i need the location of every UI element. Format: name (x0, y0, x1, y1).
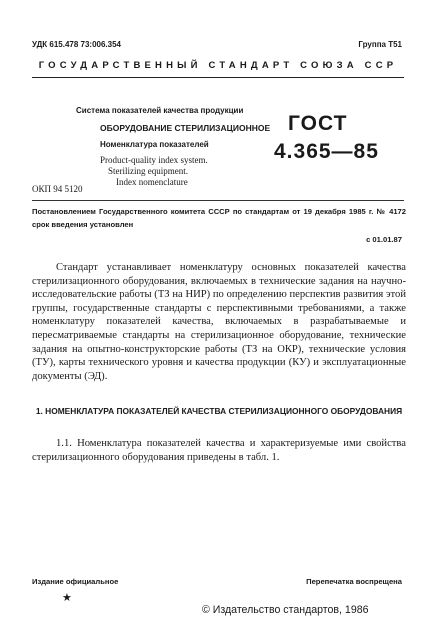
copyright-line: © Издательство стандартов, 1986 (202, 604, 369, 616)
english-title-line: Sterilizing equipment. (108, 166, 188, 176)
english-title (100, 155, 208, 188)
english-title-line: Index nomenclature (116, 177, 188, 187)
gost-label: ГОСТ (288, 112, 348, 135)
english-title-line: Product-quality index system. (100, 155, 208, 165)
udk-code: УДК 615.478 73:006.354 (32, 40, 121, 49)
section-heading: 1. НОМЕНКЛАТУРА ПОКАЗАТЕЛЕЙ КАЧЕСТВА СТЕРИЛИЗАЦИОННОГО ОБОРУДОВАНИЯ (35, 406, 403, 416)
edition-note: Издание официальное (32, 577, 119, 586)
decree-text: Постановлением Государственного комитета СССР по стандартам от 19 декабря 1985 г. № 4172 срок введения установлен (32, 207, 406, 229)
effective-date: с 01.01.87 (366, 235, 402, 244)
group-code: Группа Т51 (358, 40, 402, 49)
system-title: Система показателей качества продукции (76, 106, 244, 115)
body-paragraph: Стандарт устанавливает номенклатуру основных показателей качества стерилизационного оборудования, включаемых в технические задания на научно-исследовательские работы (ТЗ на НИР) по определению перспектив развития этой группы, государственные стандарты с перспективными требованиями, а также номенклатуру показателей качества, включаемых в разрабатываемые и пересматриваемые стандарты на стерилизационное оборудование, технические задания на опытно-конструкторские работы (ТЗ на ОКР), технические условия (ТУ), карты технического уровня и качества продукции (КУ) и эксплуатационные документы (ЭД). (32, 262, 406, 382)
gost-number: 4.365—85 (274, 140, 379, 163)
okp-code: ОКП 94 5120 (32, 184, 83, 194)
star-icon: ★ (62, 592, 72, 604)
equipment-title: ОБОРУДОВАНИЕ СТЕРИЛИЗАЦИОННОЕ (100, 123, 271, 133)
nomenclature-title: Номенклатура показателей (100, 140, 209, 149)
divider (32, 200, 404, 201)
clause-paragraph: 1.1. Номенклатура показателей качества и характеризуемые ими свойства стерилизационного оборудования приведены в табл. 1. (32, 438, 406, 463)
reprint-note: Перепечатка воспрещена (306, 577, 402, 586)
state-standard-banner: ГОСУДАРСТВЕННЫЙ СТАНДАРТ СОЮЗА ССР (32, 60, 404, 78)
